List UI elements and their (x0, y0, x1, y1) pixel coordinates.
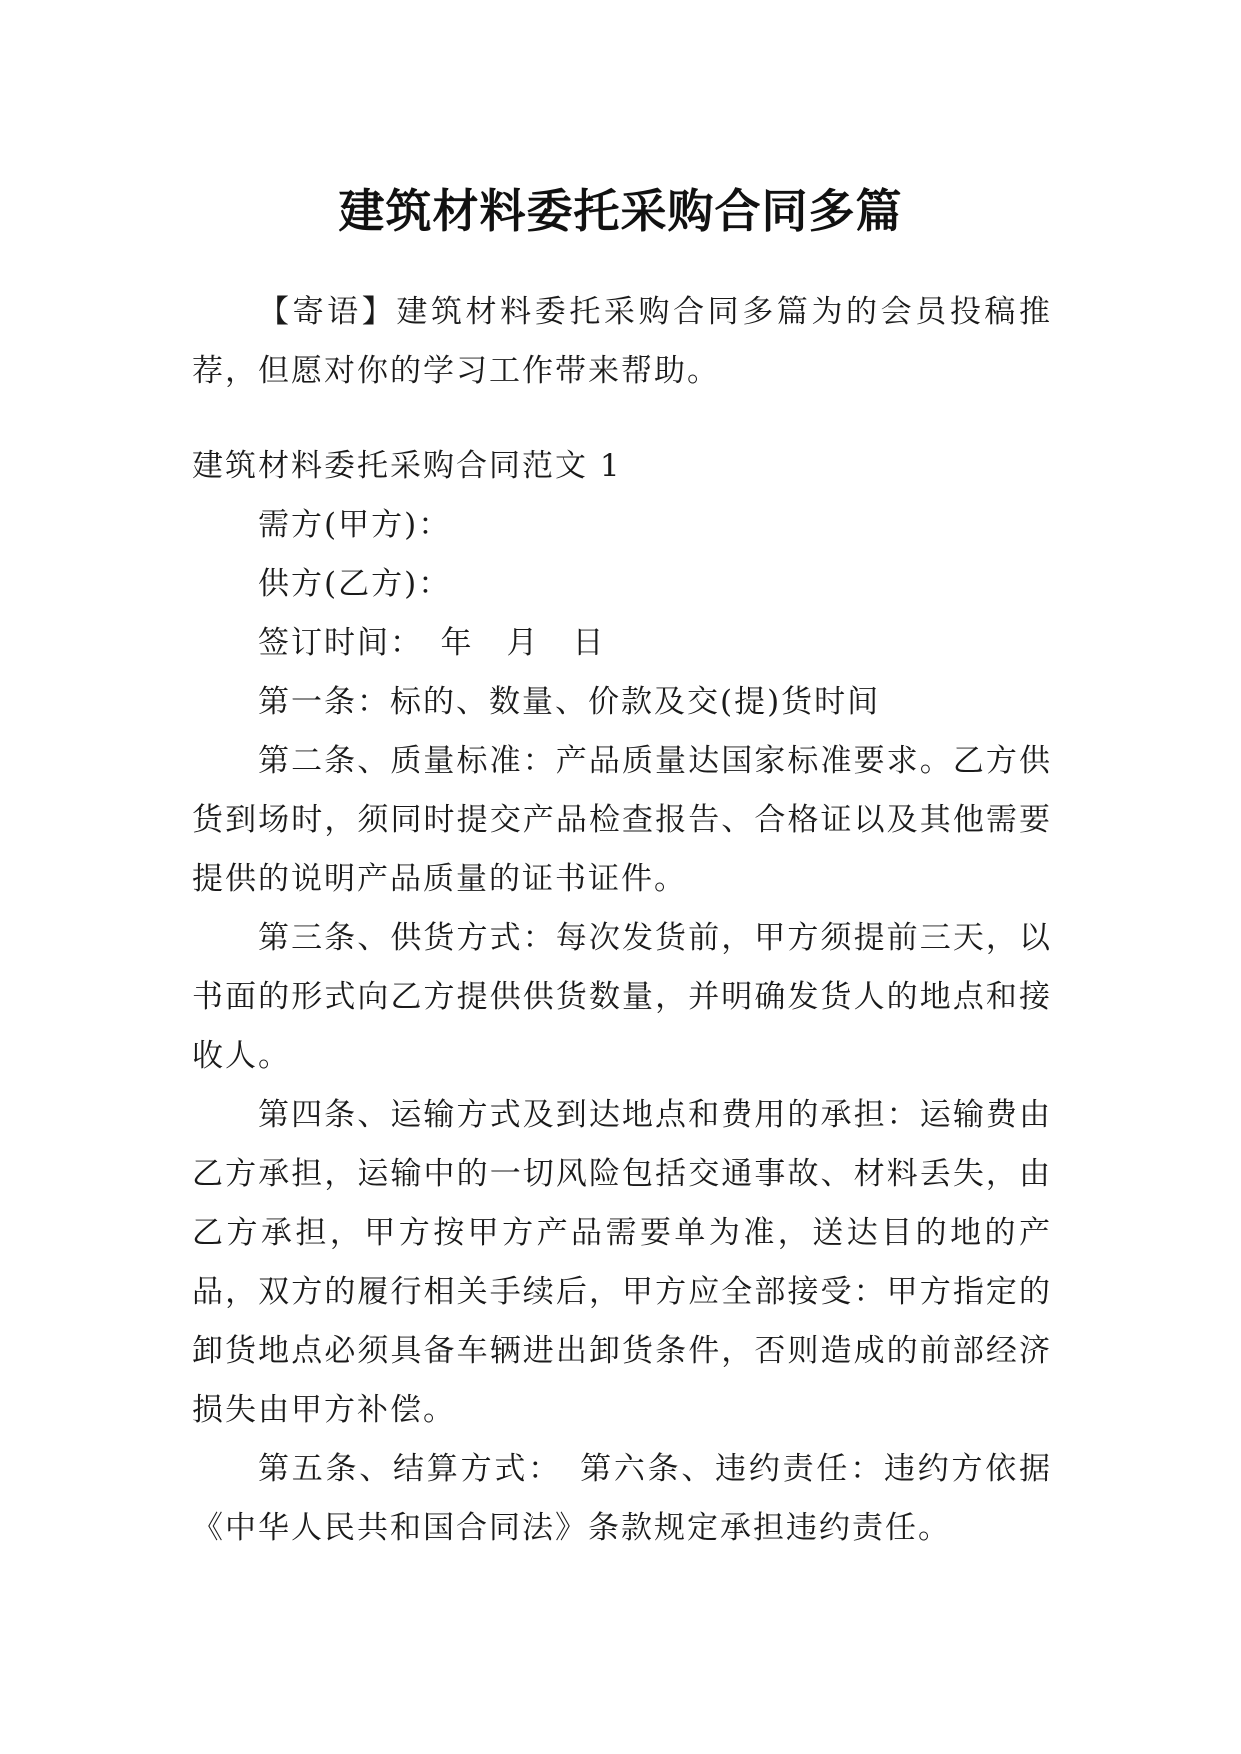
document-title: 建筑材料委托采购合同多篇 (338, 183, 903, 238)
clause-1: 第一条：标的、数量、价款及交(提)货时间 (258, 684, 881, 720)
clause-5-6: 第五条、结算方式： 第六条、违约责任：违约方依据《中华人民共和国合同法》条款规定承担违约责任。 (192, 1451, 1052, 1546)
lead-paragraph: 【寄语】建筑材料委托采购合同多篇为的会员投稿推荐，但愿对你的学习工作带来帮助。 (192, 294, 1052, 389)
clause-3: 第三条、供货方式：每次发货前，甲方须提前三天，以书面的形式向乙方提供供货数量，并明确发货人的地点和接收人。 (192, 920, 1052, 1074)
signing-date-field: 签订时间： 年 月 日 (258, 625, 606, 661)
clause-4: 第四条、运输方式及到达地点和费用的承担：运输费由乙方承担，运输中的一切风险包括交通事故、材料丢失，由乙方承担，甲方按甲方产品需要单为准，送达目的地的产品，双方的履行相关手续后，甲方应全部接受：甲方指定的卸货地点必须具备车辆进出卸货条件，否则造成的前部经济损失由甲方补偿。 (192, 1097, 1052, 1428)
clause-2: 第二条、质量标准：产品质量达国家标准要求。乙方供货到场时，须同时提交产品检查报告、合格证以及其他需要提供的说明产品质量的证书证件。 (192, 743, 1052, 897)
buyer-field: 需方(甲方)： (258, 507, 452, 543)
document-body (192, 283, 1052, 1558)
supplier-field: 供方(乙方)： (258, 566, 452, 602)
section-heading: 建筑材料委托采购合同范文 1 (192, 448, 622, 484)
